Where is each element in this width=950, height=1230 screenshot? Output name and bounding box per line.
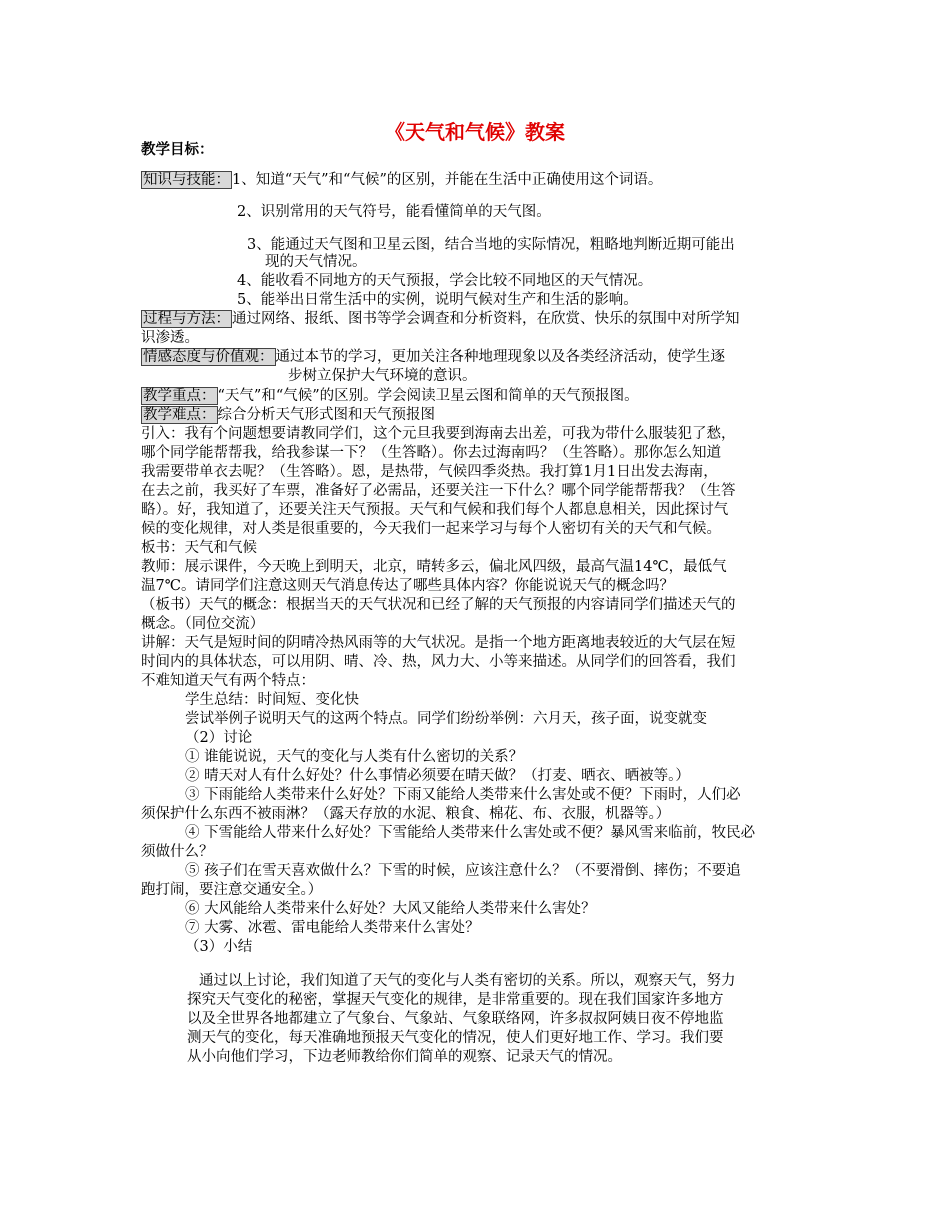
conclusion-heading: （3）小结 — [185, 939, 253, 955]
body-line: 在去之前，我买好了车票，准备好了必需品，还要关注一下什么？哪个同学能帮帮我？（生答 — [141, 483, 736, 499]
conclusion-line: 从小向他们学习，下边老师教给你们简单的观察、记录天气的情况。 — [187, 1049, 622, 1065]
discussion-item: ⑥ 大风能给人类带来什么好处？大风又能给人类带来什么害处？ — [185, 901, 596, 917]
body-line: 温7℃。请同学们注意这则天气消息传达了哪些具体内容？你能说说天气的概念吗？ — [141, 578, 674, 594]
summary-line: 学生总结：时间短、变化快 — [185, 692, 359, 708]
skills-label: 知识与技能： — [143, 172, 230, 188]
discussion-item: ③ 下雨能给人类带来什么好处？下雨又能给人类带来什么害处或不便？下雨时，人们必 — [185, 787, 741, 803]
conclusion-line: 以及全世界各地都建立了气象台、气象站、气象联络网，许多叔叔阿姨日夜不停地监 — [187, 1011, 724, 1027]
summary-line: 尝试举例子说明天气的这两个特点。同学们纷纷举例：六月天，孩子面，说变就变 — [185, 711, 707, 727]
skills-item: 5、能举出日常生活中的实例，说明气候对生产和生活的影响。 — [237, 292, 638, 308]
body-line: 时间内的具体状态，可以用阴、晴、冷、热，风力大、小等来描述。从同学们的回答看，我们 — [141, 654, 736, 670]
skills-item: 现的天气情况。 — [265, 254, 367, 270]
discussion-item: ② 晴天对人有什么好处？什么事情必须要在晴天做？（打麦、晒衣、晒被等。） — [185, 768, 690, 784]
conclusion-line: 通过以上讨论，我们知道了天气的变化与人类有密切的关系。所以，观察天气，努力 — [199, 973, 736, 989]
discussion-item: 须保护什么东西不被雨淋？（露天存放的水泥、粮食、棉花、布、衣服，机器等。） — [141, 806, 671, 822]
body-line: 候的变化规律，对人类是很重要的，今天我们一起来学习与每个人密切有关的天气和气候。 — [141, 521, 721, 537]
keypoint-row — [141, 387, 639, 406]
blackboard-line: 板书：天气和气候 — [141, 540, 257, 556]
keypoint-text: “天气”和“气候”的区别。学会阅读卫星云图和简单的天气预报图。 — [217, 388, 639, 404]
attitude-label: 情感态度与价值观： — [143, 349, 274, 365]
body-line: 不难知道天气有两个特点： — [141, 673, 315, 689]
objectives-heading: 教学目标： — [141, 142, 214, 158]
difficulty-text: 综合分析天气形式图和天气预报图 — [217, 407, 435, 423]
discussion-item: 须做什么？ — [141, 844, 214, 860]
discussion-item: ⑦ 大雾、冰雹、雷电能给人类带来什么害处？ — [185, 920, 480, 936]
discussion-item: ⑤ 孩子们在雪天喜欢做什么？下雪的时候，应该注意什么？（不要滑倒、摔伤；不要追 — [185, 863, 741, 879]
skills-row — [141, 171, 662, 190]
body-line: 哪个同学能帮帮我，给我参谋一下？（生答略）。你去过海南吗？（生答略）。那你怎么知道 — [141, 445, 721, 461]
process-text: 通过网络、报纸、图书等学会调查和分析资料，在欣赏、快乐的氛围中对所学知 — [232, 311, 740, 327]
body-line: 概念。（同位交流） — [141, 616, 265, 632]
attitude-row — [141, 348, 725, 367]
attitude-text: 通过本节的学习，更加关注各种地理现象以及各类经济活动，使学生逐 — [275, 349, 725, 365]
body-line: 我需要带单衣去呢？（生答略）。恩，是热带，气候四季炎热。我打算1月1日出发去海南， — [141, 464, 718, 480]
skills-item: 4、能收看不同地方的天气预报，学会比较不同地区的天气情况。 — [237, 273, 653, 289]
body-line: （板书）天气的概念：根据当天的天气状况和已经了解的天气预报的内容请同学们描述天气的 — [141, 597, 736, 613]
body-line: 引入：我有个问题想要请教同学们，这个元旦我要到海南去出差，可我为带什么服装犯了愁， — [141, 426, 736, 442]
difficulty-row — [141, 406, 435, 425]
attitude-text: 步树立保护大气环境的意识。 — [288, 368, 477, 384]
body-line: 教师：展示课件，今天晚上到明天，北京，晴转多云，偏北风四级，最高气温14℃，最低气 — [141, 559, 727, 575]
conclusion-line: 测天气的变化，每天准确地预报天气变化的情况，使人们更好地工作、学习。我们要 — [187, 1030, 724, 1046]
body-line: 略）。好，我知道了，还要关注天气预报。天气和气候和我们每个人都息息相关，因此探讨气 — [141, 502, 729, 518]
discussion-item: ① 谁能说说，天气的变化与人类有什么密切的关系？ — [185, 749, 524, 765]
discussion-item: ④ 下雪能给人带来什么好处？下雪能给人类带来什么害处或不便？暴风雪来临前，牧民必 — [185, 825, 756, 841]
difficulty-label: 教学难点： — [143, 407, 216, 423]
skills-item: 2、识别常用的天气符号，能看懂简单的天气图。 — [237, 204, 551, 220]
keypoint-label: 教学重点： — [143, 388, 216, 404]
discussion-item: 跑打闹，要注意交通安全。） — [141, 882, 323, 898]
body-line: 讲解：天气是短时间的阴晴冷热风雨等的大气状况。是指一个地方距离地表较近的大气层在短 — [141, 635, 736, 651]
skills-item: 1、知道“天气”和“气候”的区别，并能在生活中正确使用这个词语。 — [232, 172, 663, 188]
discussion-heading: （2）讨论 — [185, 730, 253, 746]
process-label: 过程与方法： — [143, 311, 230, 327]
conclusion-line: 探究天气变化的秘密，掌握天气变化的规律，是非常重要的。现在我们国家许多地方 — [187, 992, 724, 1008]
page-title: 《天气和气候》教案 — [385, 120, 565, 144]
process-row — [141, 310, 740, 329]
process-text: 识渗透。 — [141, 330, 199, 346]
skills-item: 3、能通过天气图和卫星云图，结合当地的实际情况，粗略地判断近期可能出 — [247, 237, 735, 253]
